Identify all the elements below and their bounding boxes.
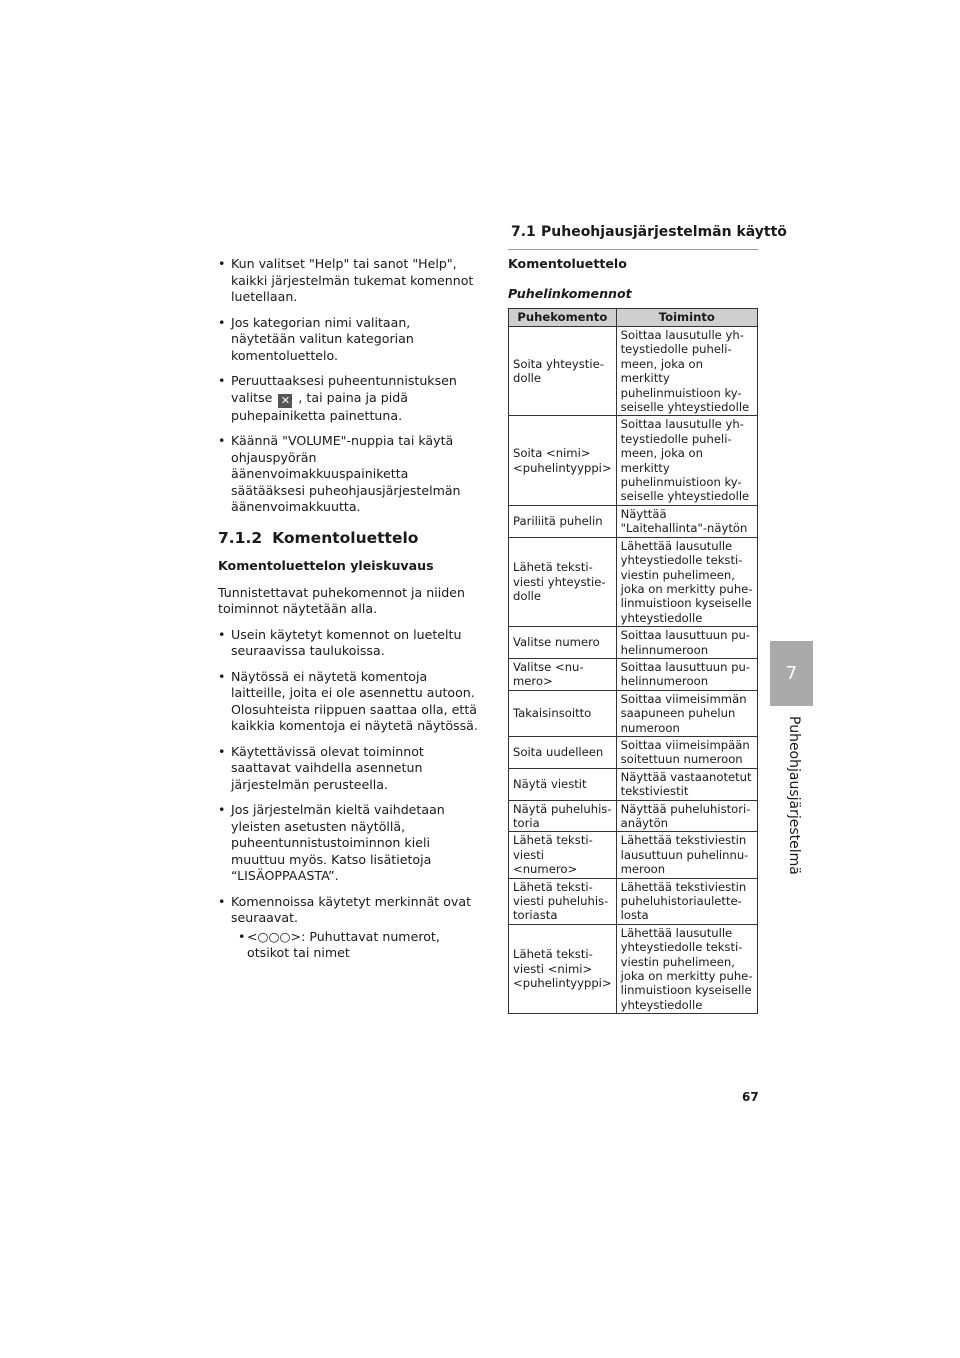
cell-line: Soittaa lausuttuun pu- bbox=[620, 659, 751, 674]
cell-line: lausuttuun puhelinnu- bbox=[620, 847, 749, 862]
chapter-tab-label: Puheohjausjärjestelmä bbox=[786, 716, 802, 875]
cell-line: dolle bbox=[513, 371, 542, 386]
table-row bbox=[509, 416, 758, 505]
command-cell bbox=[509, 924, 617, 1013]
cell-line: Näytä viestit bbox=[513, 776, 587, 791]
bullet-text bbox=[231, 373, 478, 424]
cell-line: Soittaa viimeisimmän bbox=[620, 691, 747, 706]
table-subheading: Puhelinkomennot bbox=[508, 286, 632, 301]
cell-line: viesti <nimi> bbox=[513, 961, 593, 976]
cell-line: anäytön bbox=[620, 816, 669, 830]
bullet-item: • Näytössä ei näytetä komentoja laitteille, joita ei ole asennettu autoon. Olosuhteista riippuen saattaa olla, että kaikkia komentoja ei näytetä näytössä. bbox=[218, 668, 478, 733]
subheading: Komentoluettelon yleiskuvaus bbox=[218, 558, 434, 573]
cell-line: Soittaa lausuttuun pu- bbox=[620, 628, 751, 643]
cell-line: Valitse numero bbox=[513, 635, 600, 650]
command-cell bbox=[509, 690, 617, 736]
cell-line: Soittaa lausutulle yh- bbox=[620, 417, 744, 432]
cell-line: puhelinmuistioon ky- bbox=[620, 475, 742, 490]
command-cell bbox=[509, 505, 617, 537]
command-cell bbox=[509, 627, 617, 659]
cell-line: seiselle yhteystiedolle bbox=[620, 400, 750, 415]
header-section-number: 7.1 bbox=[511, 224, 536, 240]
function-cell bbox=[616, 924, 757, 1013]
cell-line: joka on merkitty puhe- bbox=[620, 969, 753, 984]
cell-line: Soittaa viimeisimpään bbox=[620, 737, 750, 752]
cell-line: Soita uudelleen bbox=[513, 745, 604, 760]
table-row bbox=[509, 924, 758, 1013]
header-title: Puheohjausjärjestelmän käyttö bbox=[541, 224, 787, 240]
cell-line: puheluhistoriaulette- bbox=[620, 894, 742, 909]
cell-line: Lähettää lausutulle bbox=[620, 925, 733, 940]
command-cell bbox=[509, 832, 617, 878]
function-cell bbox=[616, 505, 757, 537]
cell-line: dolle bbox=[513, 589, 542, 604]
cell-line: yhteystiedolle bbox=[620, 997, 703, 1012]
table-row bbox=[509, 832, 758, 878]
left-column bbox=[218, 256, 478, 971]
function-cell bbox=[616, 627, 757, 659]
sub-bullet-item: • <○○○>: Puhuttavat numerot, otsikot tai nimet bbox=[238, 929, 478, 962]
table-body bbox=[509, 327, 758, 1014]
bullet-text: Käytettävissä olevat toiminnot saattavat vaihdella asennetun järjestelmän perusteella. bbox=[231, 743, 424, 792]
bullet-text: Usein käytetyt komennot on lueteltu seuraavissa taulukoissa. bbox=[231, 626, 462, 658]
bullet-text: Komennoissa käytetyt merkinnät ovat seuraavat. bbox=[231, 893, 472, 925]
cell-line: viesti <numero> bbox=[513, 847, 578, 877]
cell-line: Näytä puheluhis- bbox=[513, 801, 612, 816]
cell-line: viesti puheluhis- bbox=[513, 894, 609, 909]
bullet-item: • Jos järjestelmän kieltä vaihdetaan yleisten asetusten näytöllä, puheentunnistustoiminnon kieli muuttuu myös. Katso lisätietoja “LISÄOPPAASTA”. bbox=[218, 802, 478, 885]
bullet-text-before-icon: Peruuttaaksesi puheentunnistuksen valitse bbox=[231, 373, 457, 405]
bullet-item: • Komennoissa käytetyt merkinnät ovat seuraavat. bbox=[218, 894, 478, 927]
table-row bbox=[509, 627, 758, 659]
function-cell bbox=[616, 768, 757, 800]
command-cell bbox=[509, 736, 617, 768]
function-cell bbox=[616, 327, 757, 416]
cell-line: viestin puhelimeen, bbox=[620, 954, 735, 969]
cell-line: yhteystiedolle teksti- bbox=[620, 553, 743, 568]
cell-line: linmuistioon kyseiselle bbox=[620, 596, 752, 611]
cell-line: helinnumeroon bbox=[620, 674, 709, 689]
table-row bbox=[509, 878, 758, 924]
section-number: 7.1.2 bbox=[218, 528, 263, 547]
cell-line: meen, joka on merkitty bbox=[620, 356, 703, 386]
cell-line: helinnumeroon bbox=[620, 642, 709, 657]
column-header-function: Toiminto bbox=[616, 309, 757, 327]
function-cell bbox=[616, 537, 757, 626]
cell-line: "Laitehallinta"-näytön bbox=[620, 521, 748, 536]
cell-line: Lähetä teksti- bbox=[513, 879, 593, 894]
cell-line: viestin puhelimeen, bbox=[620, 567, 735, 582]
cell-line: viesti yhteystie- bbox=[513, 574, 606, 589]
command-cell bbox=[509, 327, 617, 416]
function-cell bbox=[616, 736, 757, 768]
command-cell bbox=[509, 800, 617, 832]
cell-line: Pariliitä puhelin bbox=[513, 514, 603, 529]
cell-line: yhteystiedolle teksti- bbox=[620, 940, 743, 955]
command-cell bbox=[509, 768, 617, 800]
cell-line: <puhelintyyppi> bbox=[513, 460, 612, 475]
table-header-row bbox=[509, 309, 758, 327]
bullet-item: • Jos kategorian nimi valitaan, näytetään valitun kategorian komentoluettelo. bbox=[218, 315, 478, 365]
cell-line: linmuistioon kyseiselle bbox=[620, 983, 752, 998]
table-row bbox=[509, 768, 758, 800]
bullet-text: Näytössä ei näytetä komentoja laitteille, joita ei ole asennettu autoon. Olosuhteista riippuen saattaa olla, että kaikkia komentoja ei näytetä näytössä. bbox=[231, 668, 478, 733]
function-cell bbox=[616, 878, 757, 924]
chapter-tab-number: 7 bbox=[785, 663, 798, 684]
bullet-item: • Käytettävissä olevat toiminnot saattavat vaihdella asennetun järjestelmän perusteella. bbox=[218, 744, 478, 794]
command-cell bbox=[509, 416, 617, 505]
cell-line: Soita <nimi> bbox=[513, 446, 591, 461]
sub-bullet-text: <○○○>: Puhuttavat numerot, otsikot tai nimet bbox=[247, 928, 440, 960]
bullet-item: • Peruuttaaksesi puheentunnistuksen valitse ✕ , tai paina ja pidä puhepainiketta painettuna. bbox=[218, 373, 478, 424]
table-row bbox=[509, 505, 758, 537]
table-section-heading: Komentoluettelo bbox=[508, 256, 627, 271]
bullet-text: Kun valitset "Help" tai sanot "Help", kaikki järjestelmän tukemat komennot luetellaan. bbox=[231, 256, 474, 304]
cell-line: Lähettää tekstiviestin bbox=[620, 879, 747, 894]
cell-line: mero> bbox=[513, 674, 553, 689]
command-cell bbox=[509, 878, 617, 924]
page-number: 67 bbox=[742, 1090, 759, 1104]
cell-line: saapuneen puhelun bbox=[620, 706, 736, 721]
table-row bbox=[509, 658, 758, 690]
cell-line: Lähetä teksti- bbox=[513, 560, 593, 575]
cell-line: toria bbox=[513, 816, 540, 830]
phone-commands-table bbox=[508, 308, 758, 1014]
cell-line: <puhelintyyppi> bbox=[513, 976, 612, 991]
cell-line: losta bbox=[620, 908, 649, 923]
cell-line: Valitse <nu- bbox=[513, 659, 584, 674]
bullet-text: Jos järjestelmän kieltä vaihdetaan yleisten asetusten näytöllä, puheentunnistustoiminnon kieli muuttuu myös. Katso lisätietoja “LISÄOPPAASTA”. bbox=[231, 802, 445, 883]
section-heading bbox=[218, 530, 478, 547]
cell-line: tekstiviestit bbox=[620, 784, 689, 799]
table-row bbox=[509, 537, 758, 626]
bullet-text: Jos kategorian nimi valitaan, näytetään valitun kategorian komentoluettelo. bbox=[231, 314, 414, 363]
cell-line: Soittaa lausutulle yh- bbox=[620, 328, 744, 342]
table-row bbox=[509, 736, 758, 768]
function-cell bbox=[616, 832, 757, 878]
cell-line: Näyttää vastaanotetut bbox=[620, 769, 752, 784]
cell-line: numeroon bbox=[620, 720, 680, 735]
right-column bbox=[508, 256, 758, 1014]
bullet-text: Käännä "VOLUME"-nuppia tai käytä ohjauspyörän äänenvoimakkuuspainiketta säätääksesi puheohjausjärjestelmän äänenvoimakkuutta. bbox=[231, 433, 461, 514]
function-cell bbox=[616, 800, 757, 832]
function-cell bbox=[616, 416, 757, 505]
cell-line: Näyttää bbox=[620, 506, 667, 521]
bullet-item: • Käännä "VOLUME"-nuppia tai käytä ohjauspyörän äänenvoimakkuuspainiketta säätääksesi puheohjausjärjestelmän äänenvoimakkuutta. bbox=[218, 433, 478, 516]
intro-paragraph: Tunnistettavat puhekomennot ja niiden toiminnot näytetään alla. bbox=[218, 584, 465, 616]
command-cell bbox=[509, 537, 617, 626]
bullet-item: • Kun valitset "Help" tai sanot "Help", kaikki järjestelmän tukemat komennot luetellaan. bbox=[218, 256, 478, 306]
table-row bbox=[509, 327, 758, 416]
cell-line: meroon bbox=[620, 862, 666, 877]
close-icon: ✕ bbox=[278, 394, 292, 408]
bullet-item: • Usein käytetyt komennot on lueteltu seuraavissa taulukoissa. bbox=[218, 627, 478, 660]
cell-line: teystiedolle puheli- bbox=[620, 342, 732, 357]
cell-line: meen, joka on merkitty bbox=[620, 446, 703, 475]
table-row bbox=[509, 690, 758, 736]
cell-line: joka on merkitty puhe- bbox=[620, 581, 753, 596]
cell-line: puhelinmuistioon ky- bbox=[620, 385, 742, 400]
table-row bbox=[509, 800, 758, 832]
cell-line: Lähettää lausutulle bbox=[620, 538, 733, 553]
column-header-command: Puhekomento bbox=[509, 309, 617, 327]
cell-line: Lähetä teksti- bbox=[513, 947, 593, 962]
cell-line: Soita yhteystie- bbox=[513, 356, 604, 371]
running-header bbox=[508, 221, 787, 250]
cell-line: toriasta bbox=[513, 908, 558, 923]
function-cell bbox=[616, 658, 757, 690]
cell-line: Lähetä teksti- bbox=[513, 833, 593, 848]
function-cell bbox=[616, 690, 757, 736]
cell-line: seiselle yhteystiedolle bbox=[620, 489, 750, 504]
cell-line: Takaisinsoitto bbox=[513, 706, 592, 721]
cell-line: soitettuun numeroon bbox=[620, 752, 743, 767]
cell-line: yhteystiedolle bbox=[620, 610, 703, 625]
section-title: Komentoluettelo bbox=[272, 528, 419, 547]
bullet-text-after-icon: , tai paina ja pidä puhepainiketta painettuna. bbox=[231, 389, 408, 423]
cell-line: teystiedolle puheli- bbox=[620, 431, 732, 446]
cell-line: Lähettää tekstiviestin bbox=[620, 833, 747, 848]
chapter-tab bbox=[770, 641, 813, 706]
command-cell bbox=[509, 658, 617, 690]
cell-line: Näyttää puheluhistori- bbox=[620, 801, 751, 816]
